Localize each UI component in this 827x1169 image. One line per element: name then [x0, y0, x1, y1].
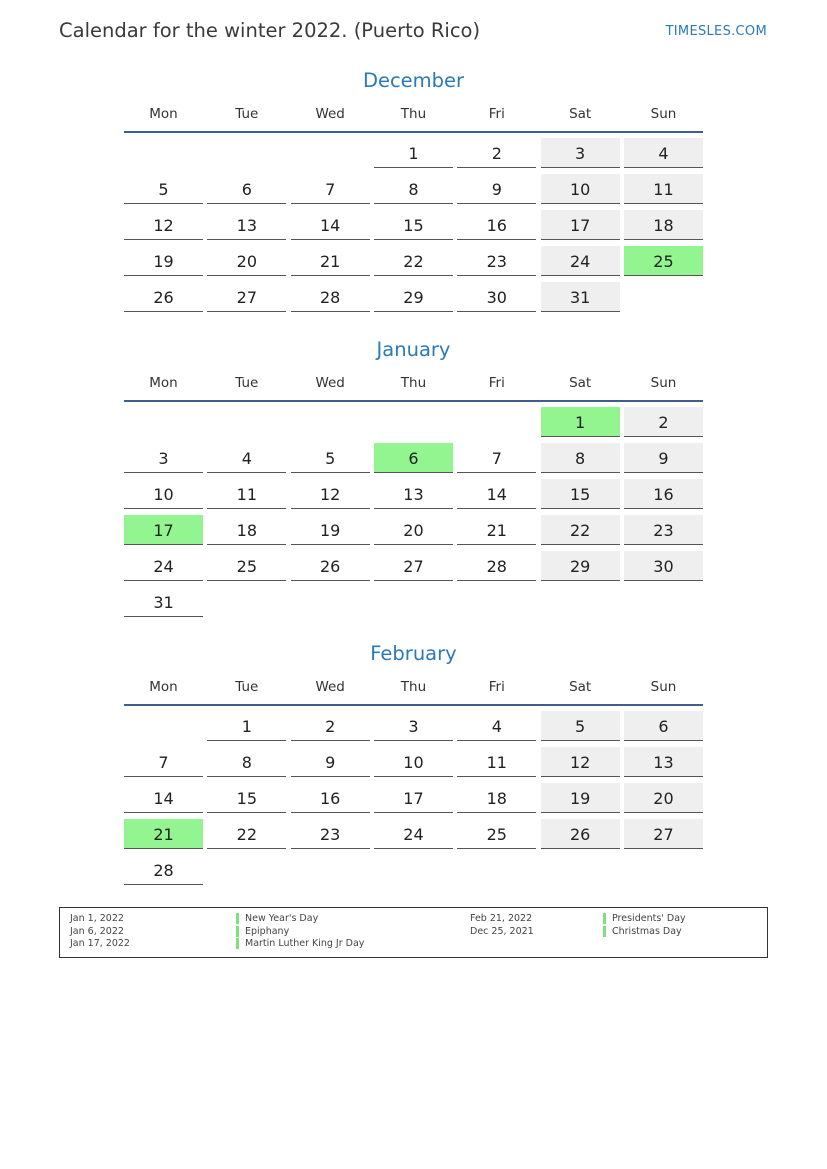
empty-cell: [624, 282, 703, 312]
legend-date: Feb 21, 2022: [470, 913, 533, 924]
month-calendar-december: [124, 68, 703, 312]
holiday-marker: [236, 938, 239, 949]
page-title: Calendar for the winter 2022. (Puerto Rico): [59, 19, 481, 42]
day-cell[interactable]: 19: [291, 515, 370, 545]
day-cell[interactable]: 13: [207, 210, 286, 240]
day-cell[interactable]: 27: [207, 282, 286, 312]
empty-cell: [207, 138, 286, 168]
day-cell[interactable]: 26: [291, 551, 370, 581]
day-cell[interactable]: 25: [207, 551, 286, 581]
weekend-day-cell[interactable]: 8: [541, 443, 620, 473]
day-cell[interactable]: 13: [374, 479, 453, 509]
day-cell[interactable]: 23: [457, 246, 536, 276]
weekday-label: Wed: [315, 105, 345, 122]
day-cell[interactable]: 9: [457, 174, 536, 204]
weekend-day-cell[interactable]: 27: [624, 819, 703, 849]
day-cell[interactable]: 16: [291, 783, 370, 813]
day-cell[interactable]: 16: [457, 210, 536, 240]
holiday-marker: [236, 926, 239, 937]
month-calendar-february: [124, 641, 703, 885]
empty-cell: [374, 587, 453, 617]
month-calendar-january: [124, 337, 703, 617]
weekend-day-cell[interactable]: 23: [624, 515, 703, 545]
holiday-marker: [603, 926, 606, 937]
weekday-label: Thu: [400, 105, 427, 122]
day-cell[interactable]: 6: [207, 174, 286, 204]
empty-cell: [124, 138, 203, 168]
day-cell[interactable]: 3: [374, 711, 453, 741]
weekend-day-cell[interactable]: 5: [541, 711, 620, 741]
day-cell[interactable]: 12: [291, 479, 370, 509]
day-cell[interactable]: 27: [374, 551, 453, 581]
weekday-label: Wed: [315, 678, 345, 695]
holiday-day-cell[interactable]: 17: [124, 515, 203, 545]
weekend-day-cell[interactable]: 6: [624, 711, 703, 741]
weekday-label: Fri: [488, 678, 505, 695]
weekend-day-cell[interactable]: 10: [541, 174, 620, 204]
weekday-label: Sat: [569, 374, 592, 391]
day-cell[interactable]: 18: [207, 515, 286, 545]
weekend-day-cell[interactable]: 17: [541, 210, 620, 240]
empty-cell: [124, 711, 203, 741]
day-cell[interactable]: 21: [457, 515, 536, 545]
weekend-day-cell[interactable]: 16: [624, 479, 703, 509]
weekday-header: [124, 373, 703, 392]
weekday-label: Wed: [315, 374, 345, 391]
day-cell[interactable]: 5: [291, 443, 370, 473]
holiday-legend: [59, 907, 768, 958]
holiday-day-cell[interactable]: 1: [541, 407, 620, 437]
day-cell[interactable]: 10: [374, 747, 453, 777]
day-cell[interactable]: 25: [457, 819, 536, 849]
day-cell[interactable]: 7: [124, 747, 203, 777]
day-cell[interactable]: 2: [457, 138, 536, 168]
empty-cell: [457, 587, 536, 617]
header-divider: [124, 400, 703, 402]
weekday-label: Tue: [235, 678, 259, 695]
legend-date: Dec 25, 2021: [470, 925, 534, 937]
weekend-day-cell[interactable]: 20: [624, 783, 703, 813]
weekend-day-cell[interactable]: 2: [624, 407, 703, 437]
day-cell[interactable]: 20: [207, 246, 286, 276]
weekday-label: Thu: [400, 678, 427, 695]
weekday-label: Mon: [149, 678, 178, 695]
weekday-header: [124, 104, 703, 123]
weekend-day-cell[interactable]: 11: [624, 174, 703, 204]
holiday-day-cell[interactable]: 21: [124, 819, 203, 849]
day-cell[interactable]: 28: [124, 855, 203, 885]
empty-cell: [374, 855, 453, 885]
day-grid: [124, 138, 703, 312]
weekday-label: Tue: [235, 374, 259, 391]
header-divider: [124, 131, 703, 133]
day-cell[interactable]: 7: [457, 443, 536, 473]
legend-holiday-name: Martin Luther King Jr Day: [245, 938, 365, 949]
day-cell[interactable]: 1: [374, 138, 453, 168]
weekend-day-cell[interactable]: 24: [541, 246, 620, 276]
empty-cell: [291, 587, 370, 617]
holiday-marker: [603, 913, 606, 924]
legend-holiday-name: Epiphany: [245, 925, 290, 937]
day-cell[interactable]: 1: [207, 711, 286, 741]
empty-cell: [291, 407, 370, 437]
day-cell[interactable]: 20: [374, 515, 453, 545]
day-cell[interactable]: 4: [207, 443, 286, 473]
weekday-label: Sun: [650, 678, 677, 695]
empty-cell: [207, 407, 286, 437]
empty-cell: [541, 855, 620, 885]
month-name: December: [362, 69, 465, 92]
weekend-day-cell[interactable]: 18: [624, 210, 703, 240]
legend-date: Jan 6, 2022: [70, 925, 124, 937]
weekday-header: [124, 677, 703, 696]
empty-cell: [124, 407, 203, 437]
empty-cell: [291, 855, 370, 885]
weekend-day-cell[interactable]: 13: [624, 747, 703, 777]
day-cell[interactable]: 8: [374, 174, 453, 204]
brand-link[interactable]: TIMESLES.COM: [665, 24, 767, 39]
day-cell[interactable]: 8: [207, 747, 286, 777]
header-divider: [124, 704, 703, 706]
day-cell[interactable]: 26: [124, 282, 203, 312]
day-cell[interactable]: 31: [124, 587, 203, 617]
day-cell[interactable]: 18: [457, 783, 536, 813]
legend-date: Jan 1, 2022: [70, 913, 124, 924]
empty-cell: [291, 138, 370, 168]
weekday-label: Sat: [569, 678, 592, 695]
empty-cell: [624, 587, 703, 617]
day-cell[interactable]: 23: [291, 819, 370, 849]
day-cell[interactable]: 14: [124, 783, 203, 813]
day-cell[interactable]: 12: [124, 210, 203, 240]
empty-cell: [541, 587, 620, 617]
month-name: January: [376, 338, 451, 361]
weekend-day-cell[interactable]: 9: [624, 443, 703, 473]
day-cell[interactable]: 24: [124, 551, 203, 581]
day-cell[interactable]: 28: [291, 282, 370, 312]
day-cell[interactable]: 10: [124, 479, 203, 509]
day-cell[interactable]: 19: [124, 246, 203, 276]
day-cell[interactable]: 30: [457, 282, 536, 312]
day-cell[interactable]: 15: [207, 783, 286, 813]
weekday-label: Sun: [650, 105, 677, 122]
empty-cell: [624, 855, 703, 885]
month-name: February: [370, 642, 457, 665]
weekend-day-cell[interactable]: 30: [624, 551, 703, 581]
weekend-day-cell[interactable]: 12: [541, 747, 620, 777]
day-cell[interactable]: 5: [124, 174, 203, 204]
weekday-label: Sun: [650, 374, 677, 391]
day-cell[interactable]: 4: [457, 711, 536, 741]
weekday-label: Tue: [235, 105, 259, 122]
empty-cell: [374, 407, 453, 437]
weekday-label: Fri: [488, 105, 505, 122]
day-cell[interactable]: 24: [374, 819, 453, 849]
weekday-label: Thu: [400, 374, 427, 391]
holiday-marker: [236, 913, 239, 924]
weekend-day-cell[interactable]: 22: [541, 515, 620, 545]
day-cell[interactable]: 17: [374, 783, 453, 813]
holiday-day-cell[interactable]: 25: [624, 246, 703, 276]
weekend-day-cell[interactable]: 15: [541, 479, 620, 509]
weekend-day-cell[interactable]: 26: [541, 819, 620, 849]
day-cell[interactable]: 3: [124, 443, 203, 473]
day-cell[interactable]: 11: [457, 747, 536, 777]
day-cell[interactable]: 21: [291, 246, 370, 276]
day-cell[interactable]: 7: [291, 174, 370, 204]
weekday-label: Mon: [149, 374, 178, 391]
legend-date: Jan 17, 2022: [70, 938, 130, 949]
day-cell[interactable]: 22: [374, 246, 453, 276]
day-cell[interactable]: 22: [207, 819, 286, 849]
day-cell[interactable]: 14: [291, 210, 370, 240]
empty-cell: [457, 407, 536, 437]
weekday-label: Mon: [149, 105, 178, 122]
day-cell[interactable]: 28: [457, 551, 536, 581]
legend-holiday-name: Christmas Day: [612, 925, 682, 937]
day-cell[interactable]: 2: [291, 711, 370, 741]
day-cell[interactable]: 14: [457, 479, 536, 509]
empty-cell: [207, 855, 286, 885]
empty-cell: [457, 855, 536, 885]
legend-holiday-name: Presidents' Day: [612, 913, 686, 924]
weekday-label: Fri: [488, 374, 505, 391]
day-grid: [124, 711, 703, 885]
weekend-day-cell[interactable]: 31: [541, 282, 620, 312]
holiday-day-cell[interactable]: 6: [374, 443, 453, 473]
weekend-day-cell[interactable]: 19: [541, 783, 620, 813]
weekend-day-cell[interactable]: 29: [541, 551, 620, 581]
legend-holiday-name: New Year's Day: [245, 913, 319, 924]
weekday-label: Sat: [569, 105, 592, 122]
weekend-day-cell[interactable]: 4: [624, 138, 703, 168]
day-cell[interactable]: 11: [207, 479, 286, 509]
day-grid: [124, 407, 703, 617]
empty-cell: [207, 587, 286, 617]
day-cell[interactable]: 15: [374, 210, 453, 240]
day-cell[interactable]: 29: [374, 282, 453, 312]
day-cell[interactable]: 9: [291, 747, 370, 777]
weekend-day-cell[interactable]: 3: [541, 138, 620, 168]
